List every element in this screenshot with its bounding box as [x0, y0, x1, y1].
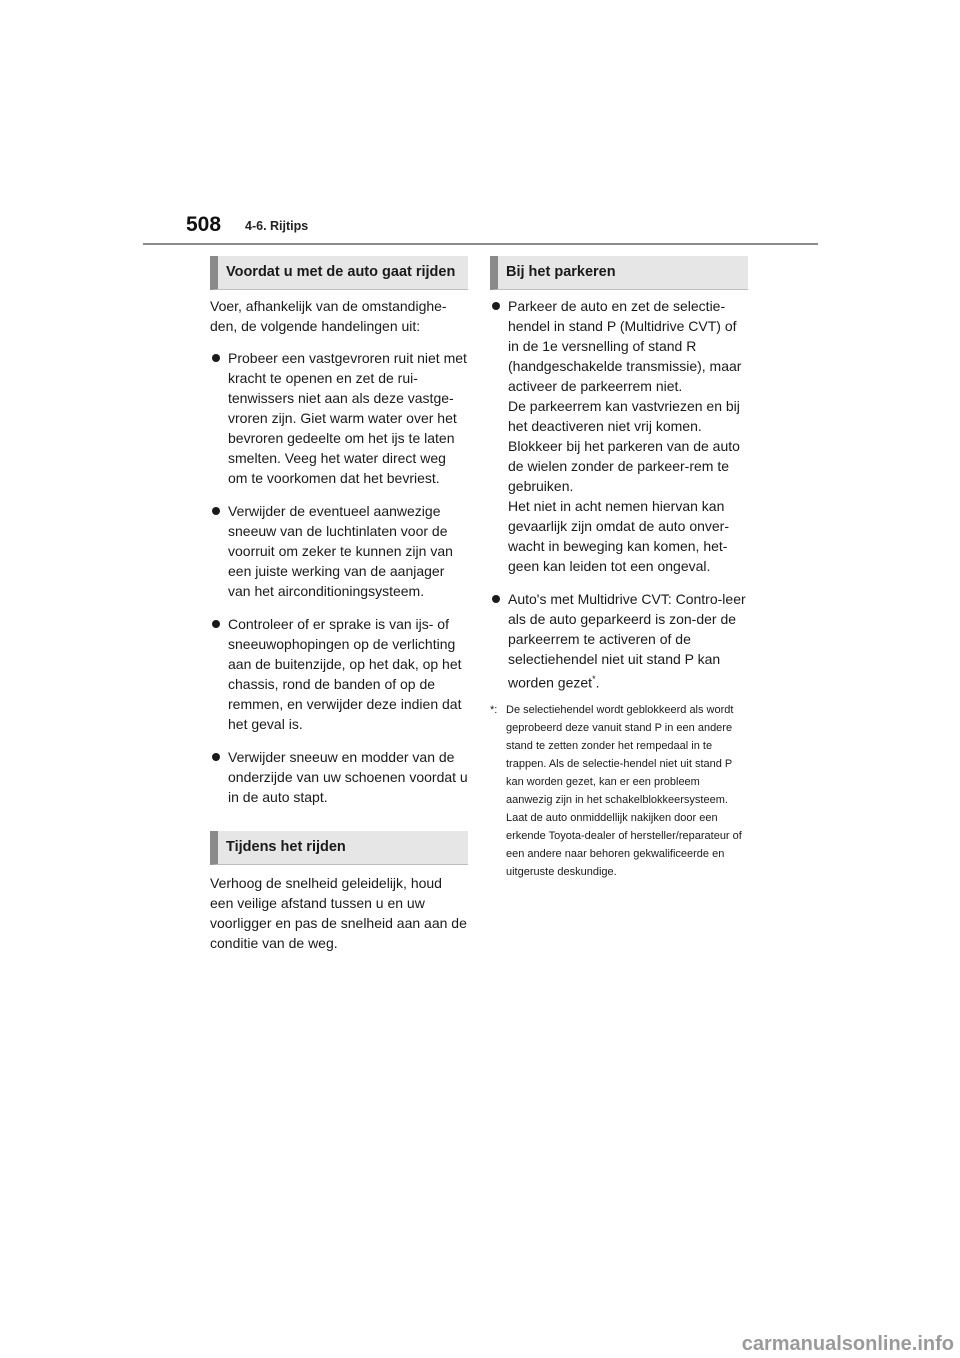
heading-before-driving: Voordat u met de auto gaat rijden	[210, 256, 468, 290]
footnote-text: De selectiehendel wordt geblokkeerd als wordt geprobeerd deze vanuit stand P in een andere stand te zetten zonder het rempedaal in te trappen. Als de selectie-hendel niet uit stand P kan worden gezet, kan er een probleem aanwezig zijn in het schakelblokkeersysteem. Laat de auto onmiddellijk nakijken door een erkende Toyota-dealer of hersteller/reparateur of een andere naar behoren gekwalificeerde en uitgeruste deskundige.	[506, 703, 742, 878]
list-item	[210, 348, 468, 488]
footnote-reference: *	[592, 674, 596, 684]
right-column	[490, 256, 748, 881]
list-item-text: Verwijder sneeuw en modder van de onderzijde van uw schoenen voordat u in de auto stapt.	[228, 749, 468, 805]
left-column	[210, 256, 468, 953]
bullet-icon	[212, 354, 220, 362]
list-item-text: De parkeerrem kan vastvriezen en bij het deactiveren niet vrij komen. Blokkeer bij het parkeren van de auto de wielen zonder de parkeer-rem te gebruiken.	[508, 398, 740, 494]
bullet-icon	[492, 302, 500, 310]
page-number: 508	[186, 213, 222, 236]
bullet-icon	[492, 595, 500, 603]
intro-paragraph: Voer, afhankelijk van de omstandighe-den, de volgende handelingen uit:	[210, 298, 447, 334]
bullet-icon	[212, 507, 220, 515]
watermark: carmanualsonline.info	[741, 1333, 954, 1355]
list-item-text: Probeer een vastgevroren ruit niet met kracht te openen en zet de rui-tenwissers niet aan als deze vastge-vroren zijn. Giet warm water over het bevroren gedeelte om het ijs te laten smelten. Veeg het water direct weg om te voorkomen dat het bevriest.	[228, 350, 467, 486]
bullet-icon	[212, 753, 220, 761]
footnote	[490, 701, 748, 881]
footnote-mark: *:	[490, 703, 498, 716]
list-item	[210, 501, 468, 601]
header-divider	[143, 243, 818, 245]
heading-while-driving: Tijdens het rijden	[210, 831, 468, 865]
while-driving-paragraph: Verhoog de snelheid geleidelijk, houd een veilige afstand tussen u en uw voorligger en pas de snelheid aan aan de conditie van de weg.	[210, 875, 467, 951]
list-item	[490, 296, 748, 576]
heading-parking: Bij het parkeren	[490, 256, 748, 290]
list-item	[210, 614, 468, 734]
list-item-text-end: .	[595, 674, 600, 691]
list-item-text: Controleer of er sprake is van ijs- of sneeuwophopingen op de verlichting aan de buitenzijde, op het dak, op het chassis, rond de banden of op de remmen, en verwijder deze indien dat het geval is.	[228, 616, 462, 732]
list-item-text: Auto's met Multidrive CVT: Contro-leer als de auto geparkeerd is zon-der de parkeerrem te activeren of de selectiehendel niet uit stand P kan worden gezet	[508, 591, 746, 691]
list-item	[490, 589, 748, 693]
section-label: 4-6. Rijtips	[245, 219, 309, 233]
bullet-icon	[212, 620, 220, 628]
list-item-text: Verwijder de eventueel aanwezige sneeuw van de luchtinlaten voor de voorruit om zeker te kunnen zijn van een juiste werking van de aanjager van het airconditioningsysteem.	[228, 503, 453, 599]
list-item-text: Parkeer de auto en zet de selectie-hendel in stand P (Multidrive CVT) of in de 1e versnelling of stand R (handgeschakelde transmissie), maar activeer de parkeerrem niet.	[508, 298, 742, 394]
list-item-text: Het niet in acht nemen hiervan kan gevaarlijk zijn omdat de auto onver-wacht in beweging kan komen, het-geen kan leiden tot een ongeval.	[508, 498, 730, 574]
list-item	[210, 747, 468, 807]
